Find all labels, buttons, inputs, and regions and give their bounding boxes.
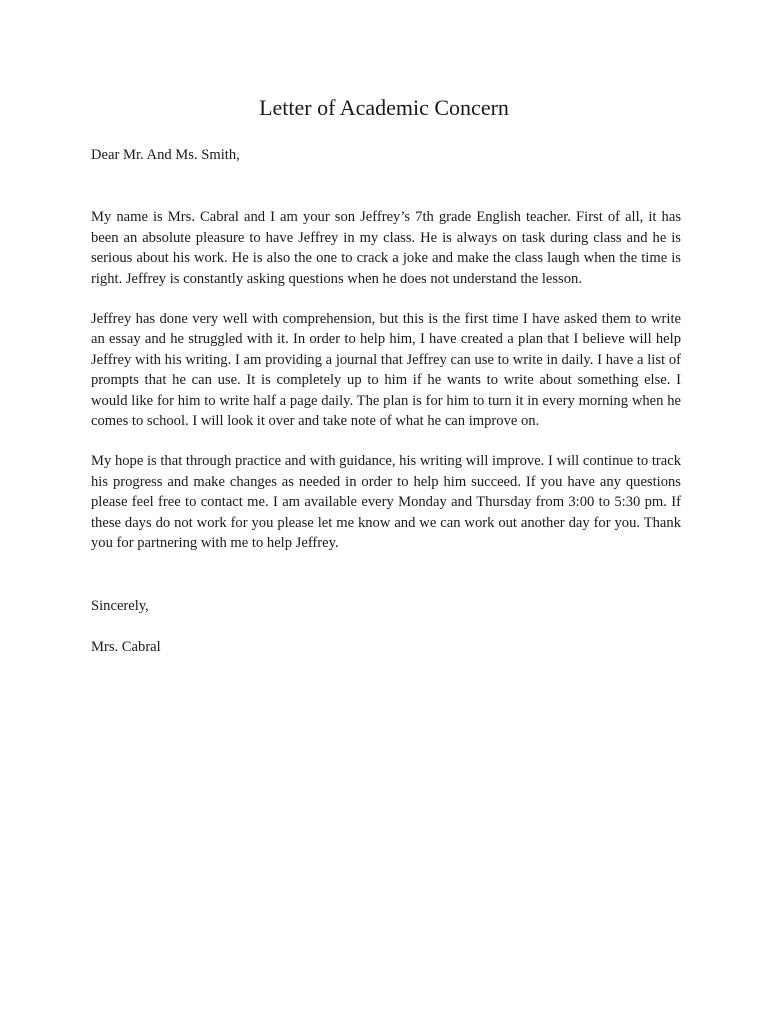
letter-paragraph-2: Jeffrey has done very well with comprehension, but this is the first time I have asked them to write an essay and he struggled with it. In order to help him, I have created a plan that I believe will help Jeffrey with his writing. I am providing a journal that Jeffrey can use to write in daily. I have a list of prompts that he can use. It is completely up to him if he wants to write about something else. I would like for him to write half a page daily. The plan is for him to turn it in every morning when he comes to school. I will look it over and take note of what he can improve on. — [91, 311, 681, 430]
letter-paragraph-3: My hope is that through practice and with guidance, his writing will improve. I will continue to track his progress and make changes as needed in order to help him succeed. If you have any questions please feel free to contact me. I am available every Monday and Thursday from 3:00 to 5:30 pm. If these days do not work for you please let me know and we can work out another day for you. Thank you for partnering with me to help Jeffrey. — [91, 453, 681, 552]
letter-closing: Sincerely, — [91, 597, 149, 614]
letter-title: Letter of Academic Concern — [259, 95, 509, 120]
letter-paragraph-1: My name is Mrs. Cabral and I am your son Jeffrey’s 7th grade English teacher. First of all, it has been an absolute pleasure to have Jeffrey in my class. He is always on task during class and he is serious about his work. He is also the one to crack a joke and make the class laugh when the time is right. Jeffrey is constantly asking questions when he does not understand the lesson. — [91, 209, 681, 287]
letter-body — [91, 145, 681, 657]
letter-salutation: Dear Mr. And Ms. Smith, — [91, 147, 240, 163]
letter-signature: Mrs. Cabral — [91, 638, 161, 655]
